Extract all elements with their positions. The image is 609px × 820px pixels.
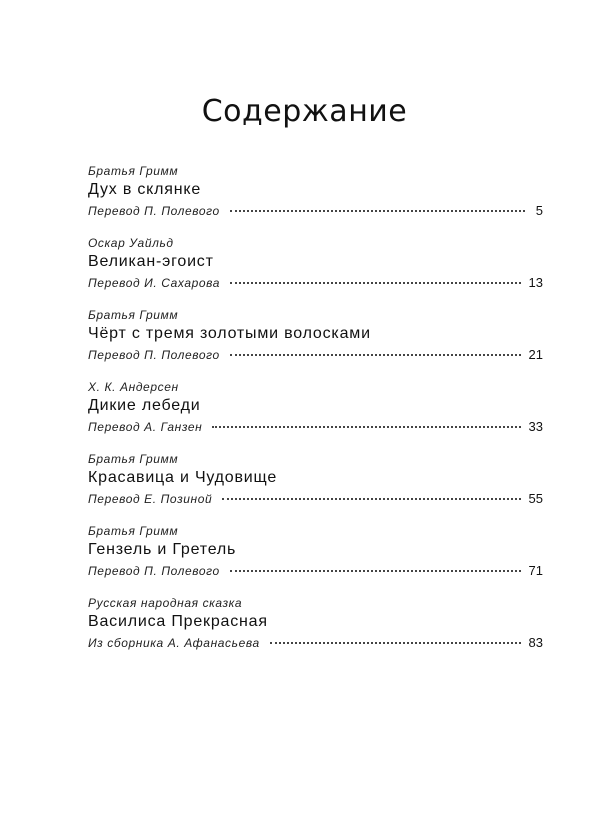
entry-page-number: 55 [528, 491, 543, 506]
dot-leader [270, 630, 521, 644]
entry-line [88, 633, 543, 651]
dot-leader [230, 558, 521, 572]
entry-author: Братья Гримм [88, 524, 179, 538]
toc-entry[interactable] [88, 307, 543, 379]
entry-translator: Из сборника А. Афанасьева [88, 636, 260, 650]
dot-leader [230, 270, 520, 284]
entry-line [88, 489, 543, 507]
toc-entry[interactable] [88, 595, 543, 667]
page-title: Содержание [201, 94, 408, 129]
entry-translator: Перевод Е. Позиной [88, 492, 213, 506]
entry-translator: Перевод П. Полевого [88, 564, 220, 578]
entry-translator: Перевод П. Полевого [88, 204, 220, 218]
entry-translator: Перевод А. Ганзен [88, 420, 203, 434]
entry-line [88, 561, 543, 579]
entry-title: Дикие лебеди [88, 397, 201, 414]
entry-line [88, 201, 543, 219]
entry-title: Гензель и Гретель [88, 541, 237, 558]
dot-leader [230, 198, 525, 212]
entry-author: Братья Гримм [88, 308, 179, 322]
toc-entry[interactable] [88, 451, 543, 523]
entry-title: Красавица и Чудовище [88, 469, 278, 486]
entry-title: Великан-эгоист [88, 253, 214, 270]
entry-line [88, 273, 543, 291]
entry-author: Х. К. Андерсен [88, 380, 179, 394]
entry-translator: Перевод И. Сахарова [88, 276, 221, 290]
entry-title: Чёрт с тремя золотыми волосками [88, 325, 371, 342]
dot-leader [212, 414, 520, 428]
entry-line [88, 345, 543, 363]
entry-page-number: 71 [528, 563, 543, 578]
entry-author: Оскар Уайльд [88, 236, 174, 250]
entry-page-number: 21 [528, 347, 543, 362]
toc-entry[interactable] [88, 379, 543, 451]
toc-entry[interactable] [88, 163, 543, 235]
entry-author: Русская народная сказка [88, 596, 243, 610]
entry-line [88, 417, 543, 435]
entry-title: Дух в склянке [88, 181, 202, 198]
entry-author: Братья Гримм [88, 164, 179, 178]
entry-page-number: 13 [528, 275, 543, 290]
dot-leader [222, 486, 520, 500]
toc-entry[interactable] [88, 235, 543, 307]
entry-author: Братья Гримм [88, 452, 179, 466]
entry-page-number: 5 [535, 203, 543, 218]
entry-page-number: 33 [528, 419, 543, 434]
entry-title: Василиса Прекрасная [88, 613, 268, 630]
entry-translator: Перевод П. Полевого [88, 348, 220, 362]
dot-leader [230, 342, 521, 356]
table-of-contents [88, 163, 543, 667]
entry-page-number: 83 [528, 635, 543, 650]
toc-entry[interactable] [88, 523, 543, 595]
